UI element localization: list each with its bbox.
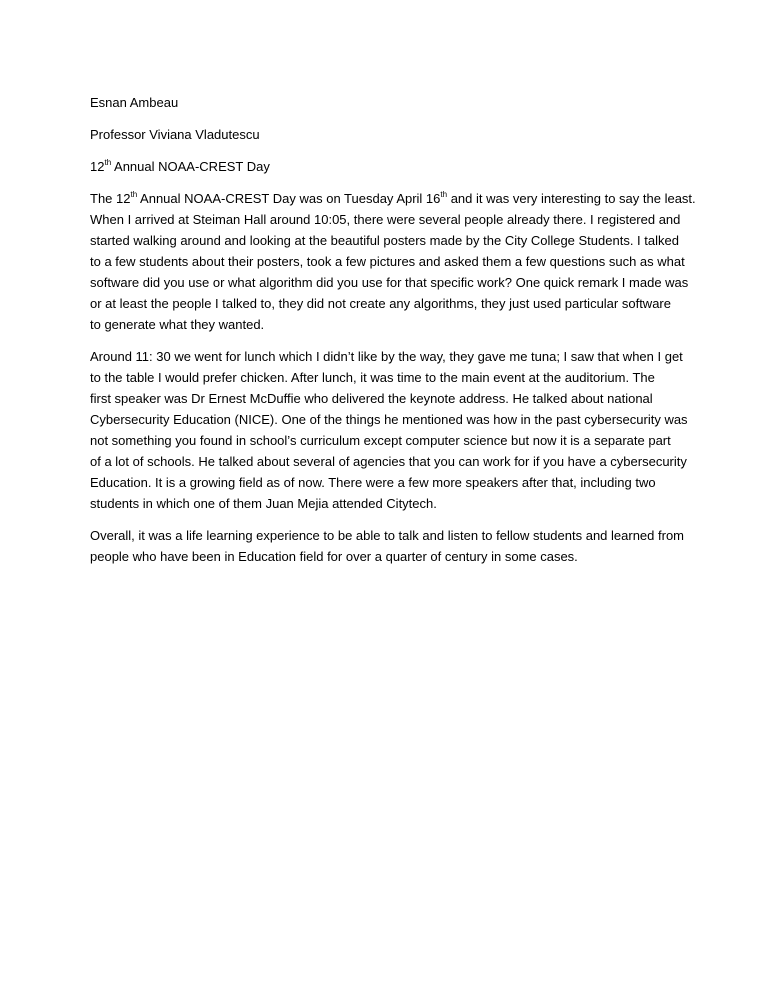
title-rest: Annual NOAA-CREST Day [111,159,270,174]
paragraph-2 [90,346,688,514]
paragraph-line: started walking around and looking at the beautiful posters made by the City College Students. I talked [90,233,679,248]
paragraph-line: or at least the people I talked to, they did not create any algorithms, they just used particular software [90,296,671,311]
paragraph-line: to the table I would prefer chicken. After lunch, it was time to the main event at the auditorium. The [90,370,655,385]
paragraph-line: of a lot of schools. He talked about several of agencies that you can work for if you have a cybersecurity [90,454,687,469]
paragraph-line: first speaker was Dr Ernest McDuffie who delivered the keynote address. He talked about national [90,391,653,406]
author-name [90,92,684,113]
title-ordinal: th [104,157,112,167]
paragraph-line [90,188,696,209]
paragraph-line: Cybersecurity Education (NICE). One of the things he mentioned was how in the past cybersecurity was [90,412,688,427]
ordinal-suffix: th [130,189,138,199]
paragraph-line: When I arrived at Steiman Hall around 10:05, there were several people already there. I registered and [90,212,681,227]
paragraph-line: software did you use or what algorithm did you use for that specific work? One quick remark I made was [90,275,689,290]
paragraph-line: to a few students about their posters, took a few pictures and asked them a few questions such as what [90,254,685,269]
document-page [90,92,696,578]
author-line: Esnan Ambeau [90,95,179,110]
text-segment: Annual NOAA-CREST Day was on Tuesday April 16 [137,191,441,206]
paragraph-line: to generate what they wanted. [90,317,265,332]
paragraph-3 [90,525,684,567]
paragraph-line: Education. It is a growing field as of now. There were a few more speakers after that, including two [90,475,656,490]
ordinal-suffix: th [440,189,448,199]
title-prefix: 12 [90,159,105,174]
professor-name [90,124,684,145]
document-title [90,156,684,177]
paragraph-line: Around 11: 30 we went for lunch which I didn’t like by the way, they gave me tuna; I saw that when I get [90,349,683,364]
paragraph-1 [90,188,696,335]
paragraph-line: students in which one of them Juan Mejia attended Citytech. [90,496,437,511]
paragraph-line: people who have been in Education field for over a quarter of century in some cases. [90,549,578,564]
professor-line: Professor Viviana Vladutescu [90,127,260,142]
text-segment: and it was very interesting to say the least. [447,191,696,206]
paragraph-line: not something you found in school’s curriculum except computer science but now it is a separate part [90,433,671,448]
title-line [90,156,684,177]
text-segment: The 12 [90,191,131,206]
paragraph-line: Overall, it was a life learning experience to be able to talk and listen to fellow students and learned from [90,528,685,543]
